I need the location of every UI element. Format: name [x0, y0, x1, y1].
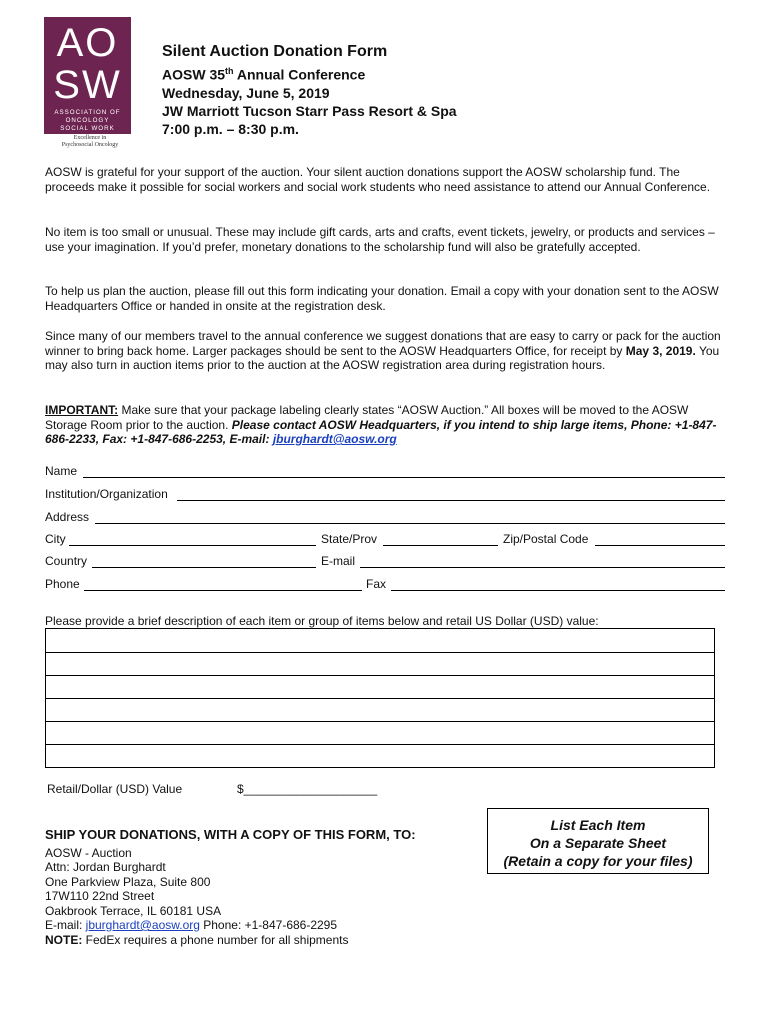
name-label: Name	[45, 464, 78, 478]
description-box[interactable]	[45, 628, 715, 768]
items-paragraph: No item is too small or unusual. These may include gift cards, arts and crafts, event tickets, jewelry, or products and services – use your imagination. If you’d prefer, monetary donations to the scholarship fund will also be gratefully accepted.	[45, 225, 715, 254]
email-label: E-mail	[321, 554, 356, 568]
event-venue: JW Marriott Tucson Starr Pass Resort & Spa	[162, 102, 457, 119]
shipping-line-5: Oakbrook Terrace, IL 60181 USA	[45, 903, 222, 918]
contact-info: Please contact AOSW Headquarters, if you intend to ship large items, Phone: +1-847-686-2233, Fax: +1-847-686-2253, E-mail:	[45, 417, 717, 446]
shipping-line-3: One Parkview Plaza, Suite 800	[45, 874, 211, 889]
deadline-date: May 3, 2019.	[625, 343, 696, 358]
logo-subtitle	[48, 109, 127, 133]
country-field[interactable]	[92, 567, 316, 568]
fax-label: Fax	[366, 577, 387, 591]
description-row-2[interactable]	[46, 675, 714, 676]
phone-field[interactable]	[84, 590, 362, 591]
address-label: Address	[45, 510, 90, 524]
institution-label: Institution/Organization	[45, 487, 168, 501]
conference-suffix: Annual Conference	[233, 66, 366, 83]
conference-name: AOSW 35	[162, 66, 226, 83]
shipping-line-2: Attn: Jordan Burghardt	[45, 860, 166, 874]
retail-value-field[interactable]: $____________________	[237, 782, 378, 796]
travel-text-b: You may also turn in auction items prior to the auction at the AOSW registration area during registration hours.	[45, 343, 720, 372]
note-label: NOTE:	[45, 932, 83, 947]
phone-label: Phone	[45, 577, 80, 591]
important-paragraph	[45, 403, 725, 447]
ordinal-suffix: th	[225, 66, 234, 76]
description-row-1[interactable]	[46, 652, 714, 653]
logo-sub-2: ONCOLOGY	[65, 117, 110, 124]
contact-email-link[interactable]: jburghardt@aosw.org	[272, 432, 397, 446]
name-field[interactable]	[83, 477, 725, 478]
email-field[interactable]	[360, 567, 725, 568]
planning-paragraph: To help us plan the auction, please fill out this form indicating your donation. Email a copy with your donation sent to the AOSW Headquarters Office or handed in onsite at the registration desk.	[45, 284, 719, 313]
city-field[interactable]	[69, 545, 316, 546]
logo-tagline-1: Excellence in	[73, 135, 107, 141]
country-label: Country	[45, 554, 88, 568]
event-date: Wednesday, June 5, 2019	[162, 84, 330, 101]
aosw-logo	[44, 17, 131, 134]
logo-tagline	[50, 135, 130, 149]
shipping-note	[45, 933, 416, 948]
note-text: FedEx requires a phone number for all shipments	[82, 932, 349, 947]
shipping-section	[45, 828, 416, 947]
city-label: City	[45, 532, 66, 546]
shipping-email-link[interactable]: jburghardt@aosw.org	[85, 918, 200, 932]
form-header	[162, 42, 457, 138]
separate-sheet-box	[487, 808, 709, 874]
logo-tagline-2: Psychosocial Oncology	[61, 142, 119, 148]
important-label: IMPORTANT:	[45, 403, 119, 417]
zip-label: Zip/Postal Code	[503, 532, 589, 546]
description-row-5[interactable]	[46, 744, 714, 745]
logo-line-2: SW	[53, 63, 122, 107]
state-field[interactable]	[383, 545, 498, 546]
conference-line	[162, 62, 457, 84]
retail-value-label: Retail/Dollar (USD) Value	[47, 782, 183, 796]
description-row-4[interactable]	[46, 721, 714, 722]
separate-line-1: List Each Item	[550, 817, 646, 833]
shipping-heading: SHIP YOUR DONATIONS, WITH A COPY OF THIS FORM, TO:	[45, 827, 416, 842]
shipping-contact	[45, 918, 416, 933]
logo-sub-1: ASSOCIATION OF	[54, 109, 121, 116]
important-text: Make sure that your package labeling clearly states “AOSW Auction.” All boxes will be moved to the AOSW Storage Room prior to the auction.	[45, 403, 689, 432]
event-time: 7:00 p.m. – 8:30 p.m.	[162, 120, 299, 137]
intro-paragraph: AOSW is grateful for your support of the auction. Your silent auction donations support the AOSW scholarship fund. The proceeds make it possible for social workers and social work students who need assistance to attend our Annual Conference.	[45, 165, 711, 194]
separate-line-2: On a Separate Sheet	[529, 835, 667, 851]
zip-field[interactable]	[595, 545, 725, 546]
description-row-3[interactable]	[46, 698, 714, 699]
fax-field[interactable]	[391, 590, 725, 591]
description-prompt: Please provide a brief description of each item or group of items below and retail US Dollar (USD) value:	[45, 614, 599, 628]
shipping-phone: Phone: +1-847-686-2295	[199, 918, 338, 932]
shipping-email-label: E-mail:	[45, 918, 86, 932]
travel-text-a: Since many of our members travel to the annual conference we suggest donations that are easy to carry or pack for the auction winner to bring back home. Larger packages should be sent to the AOSW Headquarters Office, for receipt by	[45, 329, 721, 358]
state-label: State/Prov	[321, 532, 378, 546]
logo-sub-3: SOCIAL WORK	[60, 125, 115, 132]
logo-line-1: AO	[56, 21, 119, 65]
page-title: Silent Auction Donation Form	[162, 43, 388, 60]
shipping-line-4: 17W110 22nd Street	[45, 889, 155, 903]
separate-line-3: (Retain a copy for your files)	[503, 853, 693, 869]
address-field[interactable]	[95, 523, 725, 524]
travel-paragraph	[45, 329, 725, 373]
shipping-line-1: AOSW - Auction	[45, 845, 132, 860]
institution-field[interactable]	[177, 500, 725, 501]
